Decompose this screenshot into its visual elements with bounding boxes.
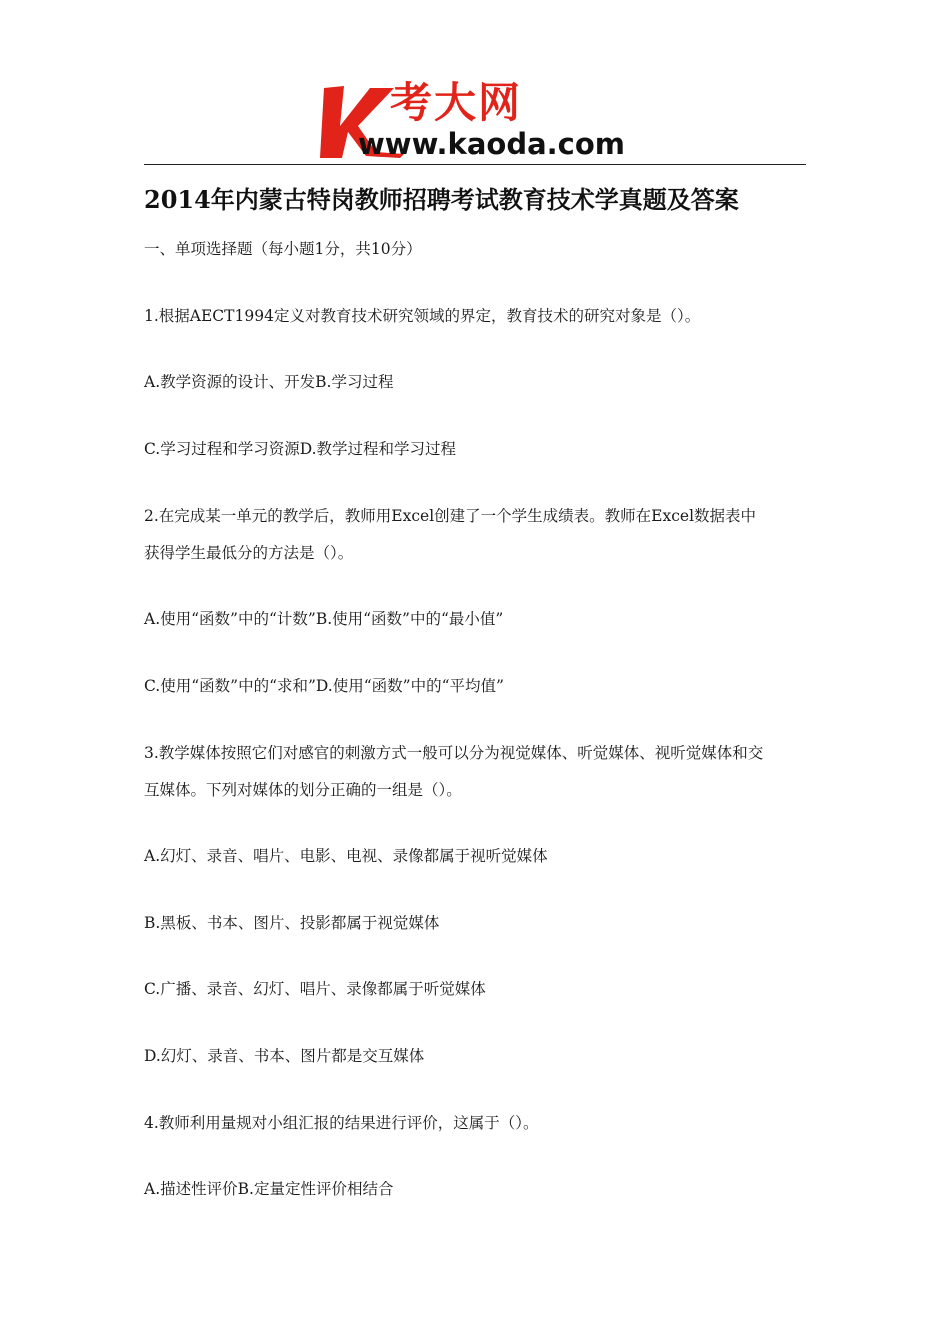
kaoda-logo[interactable] bbox=[318, 78, 648, 160]
question-option: C.使用“函数”中的“求和”D.使用“函数”中的“平均值” bbox=[144, 677, 504, 695]
question-stem: 1.根据AECT1994定义对教育技术研究领域的界定，教育技术的研究对象是（）。 bbox=[144, 307, 701, 325]
document-title: 2014年内蒙古特岗教师招聘考试教育技术学真题及答案 bbox=[144, 185, 739, 214]
section-heading: 一、单项选择题（每小题1分，共10分） bbox=[144, 240, 422, 258]
question-stem-continued: 互媒体。下列对媒体的划分正确的一组是（）。 bbox=[144, 781, 462, 799]
question-stem: 4.教师利用量规对小组汇报的结果进行评价，这属于（）。 bbox=[144, 1114, 539, 1132]
question-option: C.广播、录音、幻灯、唱片、录像都属于听觉媒体 bbox=[144, 980, 486, 998]
logo-url-text: www.kaoda.com bbox=[358, 127, 625, 161]
question-option: A.使用“函数”中的“计数”B.使用“函数”中的“最小值” bbox=[144, 610, 504, 628]
question-option: A.教学资源的设计、开发B.学习过程 bbox=[144, 373, 394, 391]
question-option: A.描述性评价B.定量定性评价相结合 bbox=[144, 1180, 394, 1198]
question-stem-continued: 获得学生最低分的方法是（）。 bbox=[144, 544, 354, 562]
question-stem: 3.教学媒体按照它们对感官的刺激方式一般可以分为视觉媒体、听觉媒体、视听觉媒体和交 bbox=[144, 744, 764, 762]
header-divider bbox=[144, 164, 806, 165]
question-option: A.幻灯、录音、唱片、电影、电视、录像都属于视听觉媒体 bbox=[144, 847, 548, 865]
logo-chinese-text: 考大网 bbox=[390, 78, 523, 127]
question-option: C.学习过程和学习资源D.教学过程和学习过程 bbox=[144, 440, 457, 458]
question-option: D.幻灯、录音、书本、图片都是交互媒体 bbox=[144, 1047, 425, 1065]
question-stem: 2.在完成某一单元的教学后，教师用Excel创建了一个学生成绩表。教师在Excel数据表中 bbox=[144, 507, 757, 525]
question-option: B.黑板、书本、图片、投影都属于视觉媒体 bbox=[144, 914, 440, 932]
